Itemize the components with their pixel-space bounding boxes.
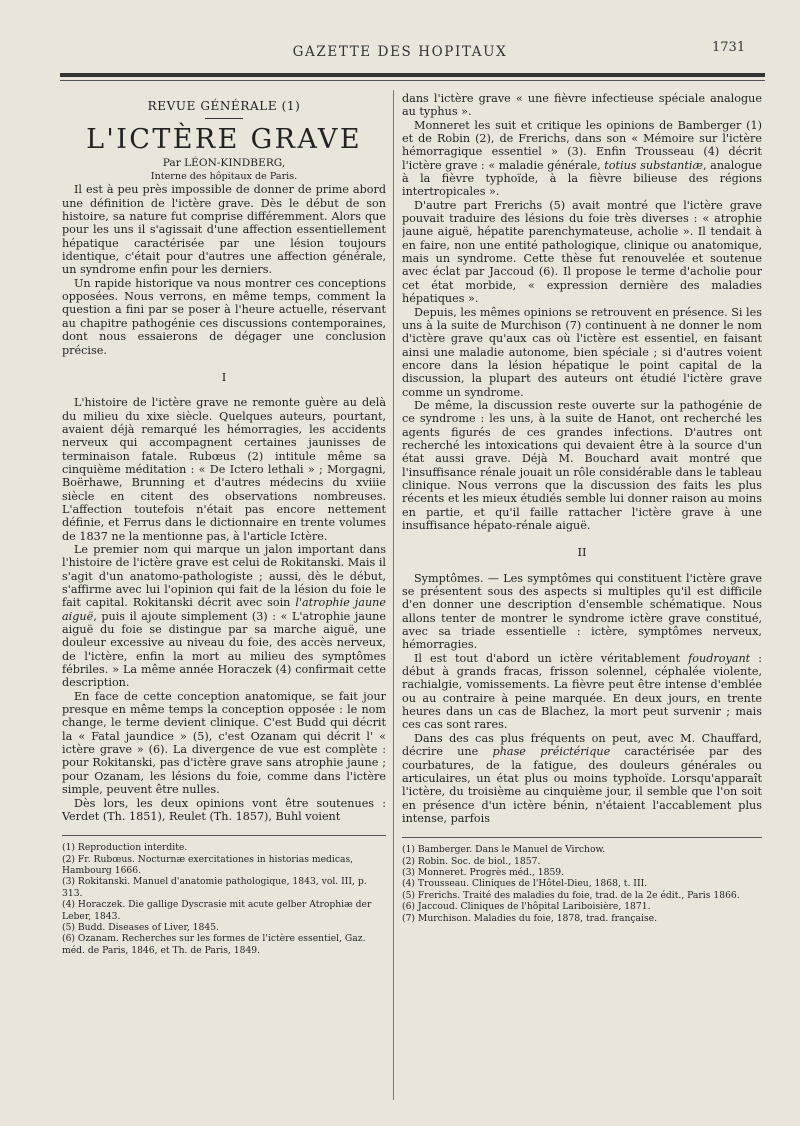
header-rule-heavy (60, 73, 765, 77)
paragraph: De même, la discussion reste ouverte sur la pathogénie de ce syndrome : les uns, à la suite de Hanot, ont recherché les agents figurés de ces grandes infections. D'autres ont recherché les intoxications qui devaient être à la source d'un état aussi grave. Déjà M. Bouchard avait montré que l'insuffisance rénale jouait un rôle considérable dans le tableau clinique. Nous verrons que la discussion des faits les plus récents et les mieux étudiés semble lui donner raison au moins en partie, et qu'il faille rattacher l'ictère grave à une insuffisance hépato-rénale aiguë. (402, 398, 762, 532)
footnote: (1) Bamberger. Dans le Manuel de Virchow. (402, 844, 606, 856)
paragraph: Depuis, les mêmes opinions se retrouvent en présence. Si les uns à la suite de Murchison (7) continuent à ne donner le nom d'ictère grave qu'aux cas où l'ictère est essentiel, en faisant ainsi une maladie autonome, bien spéciale ; si d'autres voient encore dans la lésion hépatique le point capital de la discussion, la plupart des auteurs ont étudié l'ictère grave comme un syndrome. (402, 305, 762, 399)
paragraph: Il est à peu près impossible de donner de prime abord une définition de l'ictère grave. Dès le début de son histoire, sa nature fut comprise différemment. Alors que pour les uns il s'agissait d'une affection essentiellement hépatique caractérisée par une lésion toujours identique, c'était pour d'autres une affection générale, un syndrome enfin pour les derniers. (62, 183, 386, 277)
footnote-rule (402, 837, 762, 838)
column-divider (393, 90, 394, 1100)
text-run: , analogue à la fièvre typhoïde, à la fièvre bilieuse des régions intertropicales ». (402, 158, 762, 199)
italic-term: phase préictérique (492, 745, 611, 759)
footnote: (3) Monneret. Progrès méd., 1859. (402, 867, 565, 879)
paragraph (402, 119, 762, 199)
running-title: GAZETTE DES HOPITAUX (292, 44, 508, 60)
paragraph (402, 572, 762, 652)
paragraph: Un rapide historique va nous montrer ces conceptions opposées. Nous verrons, en même temps, comment la question a fini par se poser à l'heure actuelle, réservant au chapitre pathogénie ces discussions contemporaines, dont nous essaierons de dégager une conclusion précise. (62, 276, 386, 357)
byline: Par LÉON-KINDBERG, (162, 156, 286, 169)
paragraph (62, 543, 386, 690)
header-rule-light (60, 80, 765, 81)
italic-term: l'atrophie jaune aiguë (62, 596, 386, 623)
paragraph (402, 732, 762, 825)
section-numeral: I (221, 369, 227, 384)
footnote: (1) Reproduction interdite. (62, 842, 188, 854)
text-run: Il est tout d'abord un ictère véritablement (414, 651, 689, 665)
text-run: : début à grands fracas, frisson solennel, céphalée violente, rachialgie, vomissements. La fièvre peut être intense d'emblée ou au contraire à peine marquée. En deux jours, en trente heures dans un cas de Blachez, la mort peut survenir ; mais ces cas sont rares. (402, 651, 762, 732)
text-run: caractérisée par des courbatures, de la fatigue, des douleurs générales ou articulaires, un état plus ou moins typhoïde. Lorsqu'apparaît l'ictère, du troisième au cinquième jour, il semble que l'on soit en présence d'un ictère bénin, n'étaient l'accablement plus intense, parfois (402, 745, 762, 825)
paragraph: Dès lors, les deux opinions vont être soutenues : Verdet (Th. 1851), Reulet (Th. 1857), Buhl voient (62, 796, 386, 823)
affiliation: Interne des hôpitaux de Paris. (150, 171, 298, 183)
paragraph: L'histoire de l'ictère grave ne remonte guère au delà du milieu du xixe siècle. Quelques auteurs, pourtant, avaient déjà remarqué les hémorragies, les accidents nerveux qui accompagnent certaines jaunisses de terminaison fatale. Rubœus (2) intitule même sa cinquième méditation : « De Ictero lethali » ; Morgagni, Boërhawe, Brunning et d'autres médecins du xviiie siècle en citent des observations nombreuses. L'affection toutefois n'était pas encore nettement définie, et Ferrus dans le dictionnaire en trente volumes de 1837 ne la mentionne pas, à l'article Ictère. (62, 396, 386, 543)
kicker-rule (205, 118, 243, 119)
right-column (402, 92, 762, 1092)
text-run: — Les symptômes qui constituent l'ictère grave se présentent sous des aspects si multiples qu'il est difficile d'en donner une description d'ensemble schématique. Nous allons tenter de montrer le syndrome ictère grave constitué, avec sa triade essentielle : ictère, symptômes nerveux, hémorragies. (402, 571, 762, 652)
left-column (62, 92, 386, 1092)
footnote: (7) Murchison. Maladies du foie, 1878, trad. française. (402, 912, 658, 924)
footnote: (6) Jaccoud. Cliniques de l'hôpital Lariboisière, 1871. (402, 901, 651, 913)
page-number: 1731 (712, 40, 746, 55)
footnote: (4) Horaczek. Die gallige Dyscrasie mit acute gelber Atrophiæ der Leber, 1843. (62, 899, 372, 922)
footnote: (2) Robin. Soc. de biol., 1857. (402, 855, 541, 867)
text-run: Dans des cas plus fréquents on peut, avec M. Chauffard, décrire une (402, 731, 762, 759)
article-title: L'ICTÈRE GRAVE (86, 124, 362, 156)
footnote: (2) Fr. Rubœus. Nocturnæ exercitationes in historias medicas, Hambourg 1666. (62, 853, 354, 876)
section-kicker: REVUE GÉNÉRALE (1) (147, 99, 301, 113)
footnote: (5) Budd. Diseases of Liver, 1845. (62, 922, 219, 934)
footnote-rule (62, 835, 386, 836)
run-in-heading: Symptômes. (414, 571, 484, 585)
text-run: Monneret les suit et critique les opinions de Bamberger (1) et de Robin (2), de Frerichs, dans son « Mémoire sur l'ictère hémorragique essentiel » (3). Enfin Trousseau (4) décrit l'ictère grave : « maladie générale, (402, 118, 762, 172)
footnote: (3) Rokitanski. Manuel d'anatomie pathologique, 1843, vol. III, p. 313. (62, 876, 367, 899)
italic-term: foudroyant (688, 651, 751, 665)
text-run: Le premier nom qui marque un jalon important dans l'histoire de l'ictère grave est celui de Rokitanski. Mais il s'agit d'un anatomo-pathologiste ; aussi, dès le début, s'affirme avec lui l'opinion qui fait de la lésion du foie le fait capital. Rokitanski décrit avec soin (62, 542, 386, 610)
footnote: (4) Trousseau. Cliniques de l'Hôtel-Dieu, 1868, t. III. (402, 878, 648, 890)
paragraph: D'autre part Frerichs (5) avait montré que l'ictère grave pouvait traduire des lésions du foie très diverses : « atrophie jaune aiguë, hépatite parenchymateuse, acholie ». Il tendait à en faire, non une entité pathologique, clinique ou anatomique, mais un syndrome. Cette thèse fut renouvelée et soutenue avec éclat par Jaccoud (6). Il propose le terme d'acholie pour cet état morbide, « expression dernière des maladies hépatiques ». (402, 198, 762, 306)
paragraph: En face de cette conception anatomique, se fait jour presque en même temps la conception opposée : le nom change, le terme devient clinique. C'est Budd qui décrit la « Fatal jaundice » (5), c'est Ozanam qui décrit l' « ictère grave » (6). La divergence de vue est complète : pour Rokitanski, pas d'ictère grave sans atrophie jaune ; pour Ozanam, les lésions du foie, comme dans l'ictère simple, peuvent être nulles. (62, 689, 386, 797)
paragraph (402, 652, 762, 732)
footnotes-left (62, 842, 386, 956)
paragraph: dans l'ictère grave « une fièvre infectieuse spéciale analogue au typhus ». (402, 92, 762, 119)
text-run: , puis il ajoute simplement (3) : « L'atrophie jaune aiguë du foie se distingue par sa marche aiguë, une douleur excessive au niveau du foie, des accès nerveux, de l'ictère, enfin la mort au milieu des symptômes fébriles. » La même année Horaczek (4) confirmait cette description. (62, 609, 386, 690)
footnotes-right (402, 844, 762, 924)
section-numeral: II (577, 545, 587, 560)
footnote: (6) Ozanam. Recherches sur les formes de l'ictère essentiel, Gaz. méd. de Paris, 1846, et Th. de Paris, 1849. (62, 933, 366, 956)
italic-term: totius substantiæ (604, 158, 703, 172)
footnote: (5) Frerichs. Traité des maladies du foie, trad. de la 2e édit., Paris 1866. (402, 889, 740, 901)
